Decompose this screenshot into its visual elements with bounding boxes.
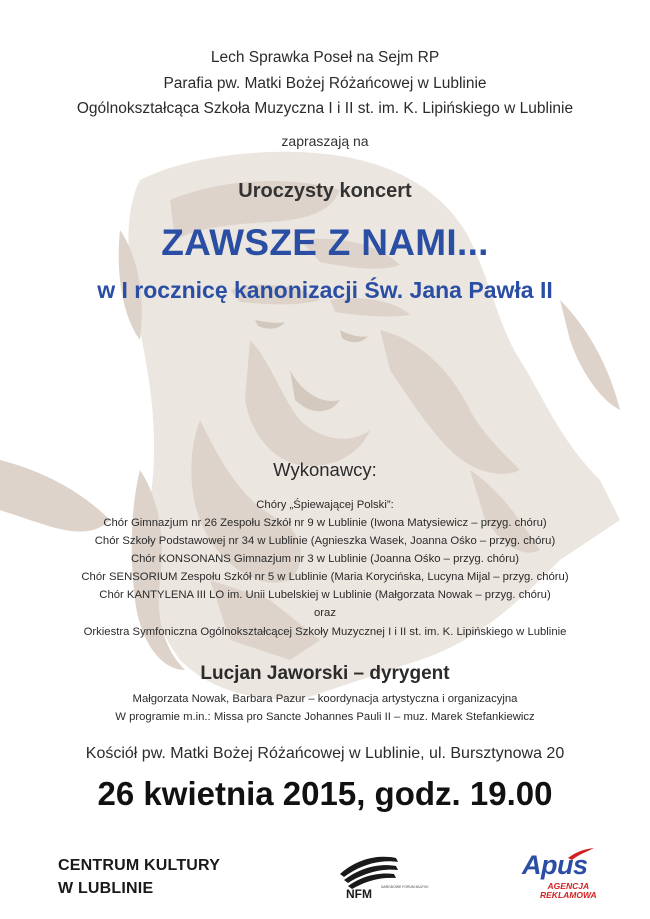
performer-line: Chór SENSORIUM Zespołu Szkół nr 5 w Lublinie (Maria Korycińska, Lucyna Mijal – przyg. chóru) — [81, 571, 569, 583]
venue: Kościół pw. Matki Bożej Różańcowej w Lublinie, ul. Bursztynowa 20 — [85, 745, 565, 762]
event-subtitle: w I rocznicę kanonizacji Św. Jana Pawła II — [97, 277, 553, 303]
apus-logo-icon — [518, 846, 604, 904]
performer-line: Chór KONSONANS Gimnazjum nr 3 w Lublinie (Joanna Ośko – przyg. chóru) — [130, 553, 519, 565]
performer-line: Chór KANTYLENA III LO im. Unii Lubelskiej w Lublinie (Małgorzata Nowak – przyg. chóru) — [99, 589, 551, 601]
conductor: Lucjan Jaworski – dyrygent — [200, 663, 450, 684]
credit-line: W programie m.in.: Missa pro Sancte Johannes Pauli II – muz. Marek Stefankiewicz — [115, 711, 535, 723]
apus-logo-text: Apus — [522, 850, 588, 880]
organizer-line: Ogólnokształcąca Szkoła Muzyczna I i II st. im. K. Lipińskiego w Lublinie — [76, 100, 574, 117]
apus-logo-subtext — [540, 882, 597, 900]
centrum-kultury-logo — [58, 854, 220, 900]
organizer-line: Lech Sprawka Poseł na Sejm RP — [210, 49, 440, 66]
apus-sub-line2: REKLAMOWA — [540, 890, 597, 900]
credit-line: Małgorzata Nowak, Barbara Pazur – koordynacja artystyczna i organizacyjna — [132, 693, 518, 705]
nfm-logo-icon — [336, 846, 429, 902]
performer-line: Chór Gimnazjum nr 26 Zespołu Szkół nr 9 w Lublinie (Iwona Matysiewicz – przyg. chóru) — [103, 517, 547, 529]
event-date: 26 kwietnia 2015, godz. 19.00 — [97, 775, 553, 812]
performer-line: Chóry „Śpiewającej Polski”: — [256, 499, 394, 511]
nfm-logo-text: NFM — [346, 887, 372, 901]
nfm-logo-small-text: NARODOWE FORUM MUZYKI — [381, 885, 429, 889]
organizer-line: Parafia pw. Matki Bożej Różańcowej w Lublinie — [163, 75, 487, 92]
performer-line: Chór Szkoły Podstawowej nr 34 w Lublinie (Agnieszka Wasek, Joanna Ośko – przyg. chóru) — [94, 535, 556, 547]
invite-text: zapraszają na — [281, 133, 369, 149]
performer-line: Orkiestra Symfoniczna Ogólnokształcącej Szkoły Muzycznej I i II st. im. K. Lipińskiego w Lublinie — [83, 626, 567, 638]
centrum-kultury-line2: W LUBLINIE — [58, 880, 154, 897]
centrum-kultury-line1: CENTRUM KULTURY — [58, 857, 221, 874]
event-title: ZAWSZE Z NAMI... — [161, 222, 489, 263]
apus-sub-line1: AGENCJA — [547, 881, 590, 891]
event-type: Uroczysty koncert — [238, 180, 412, 202]
performer-line: oraz — [314, 607, 336, 619]
performers-heading: Wykonawcy: — [273, 459, 377, 480]
